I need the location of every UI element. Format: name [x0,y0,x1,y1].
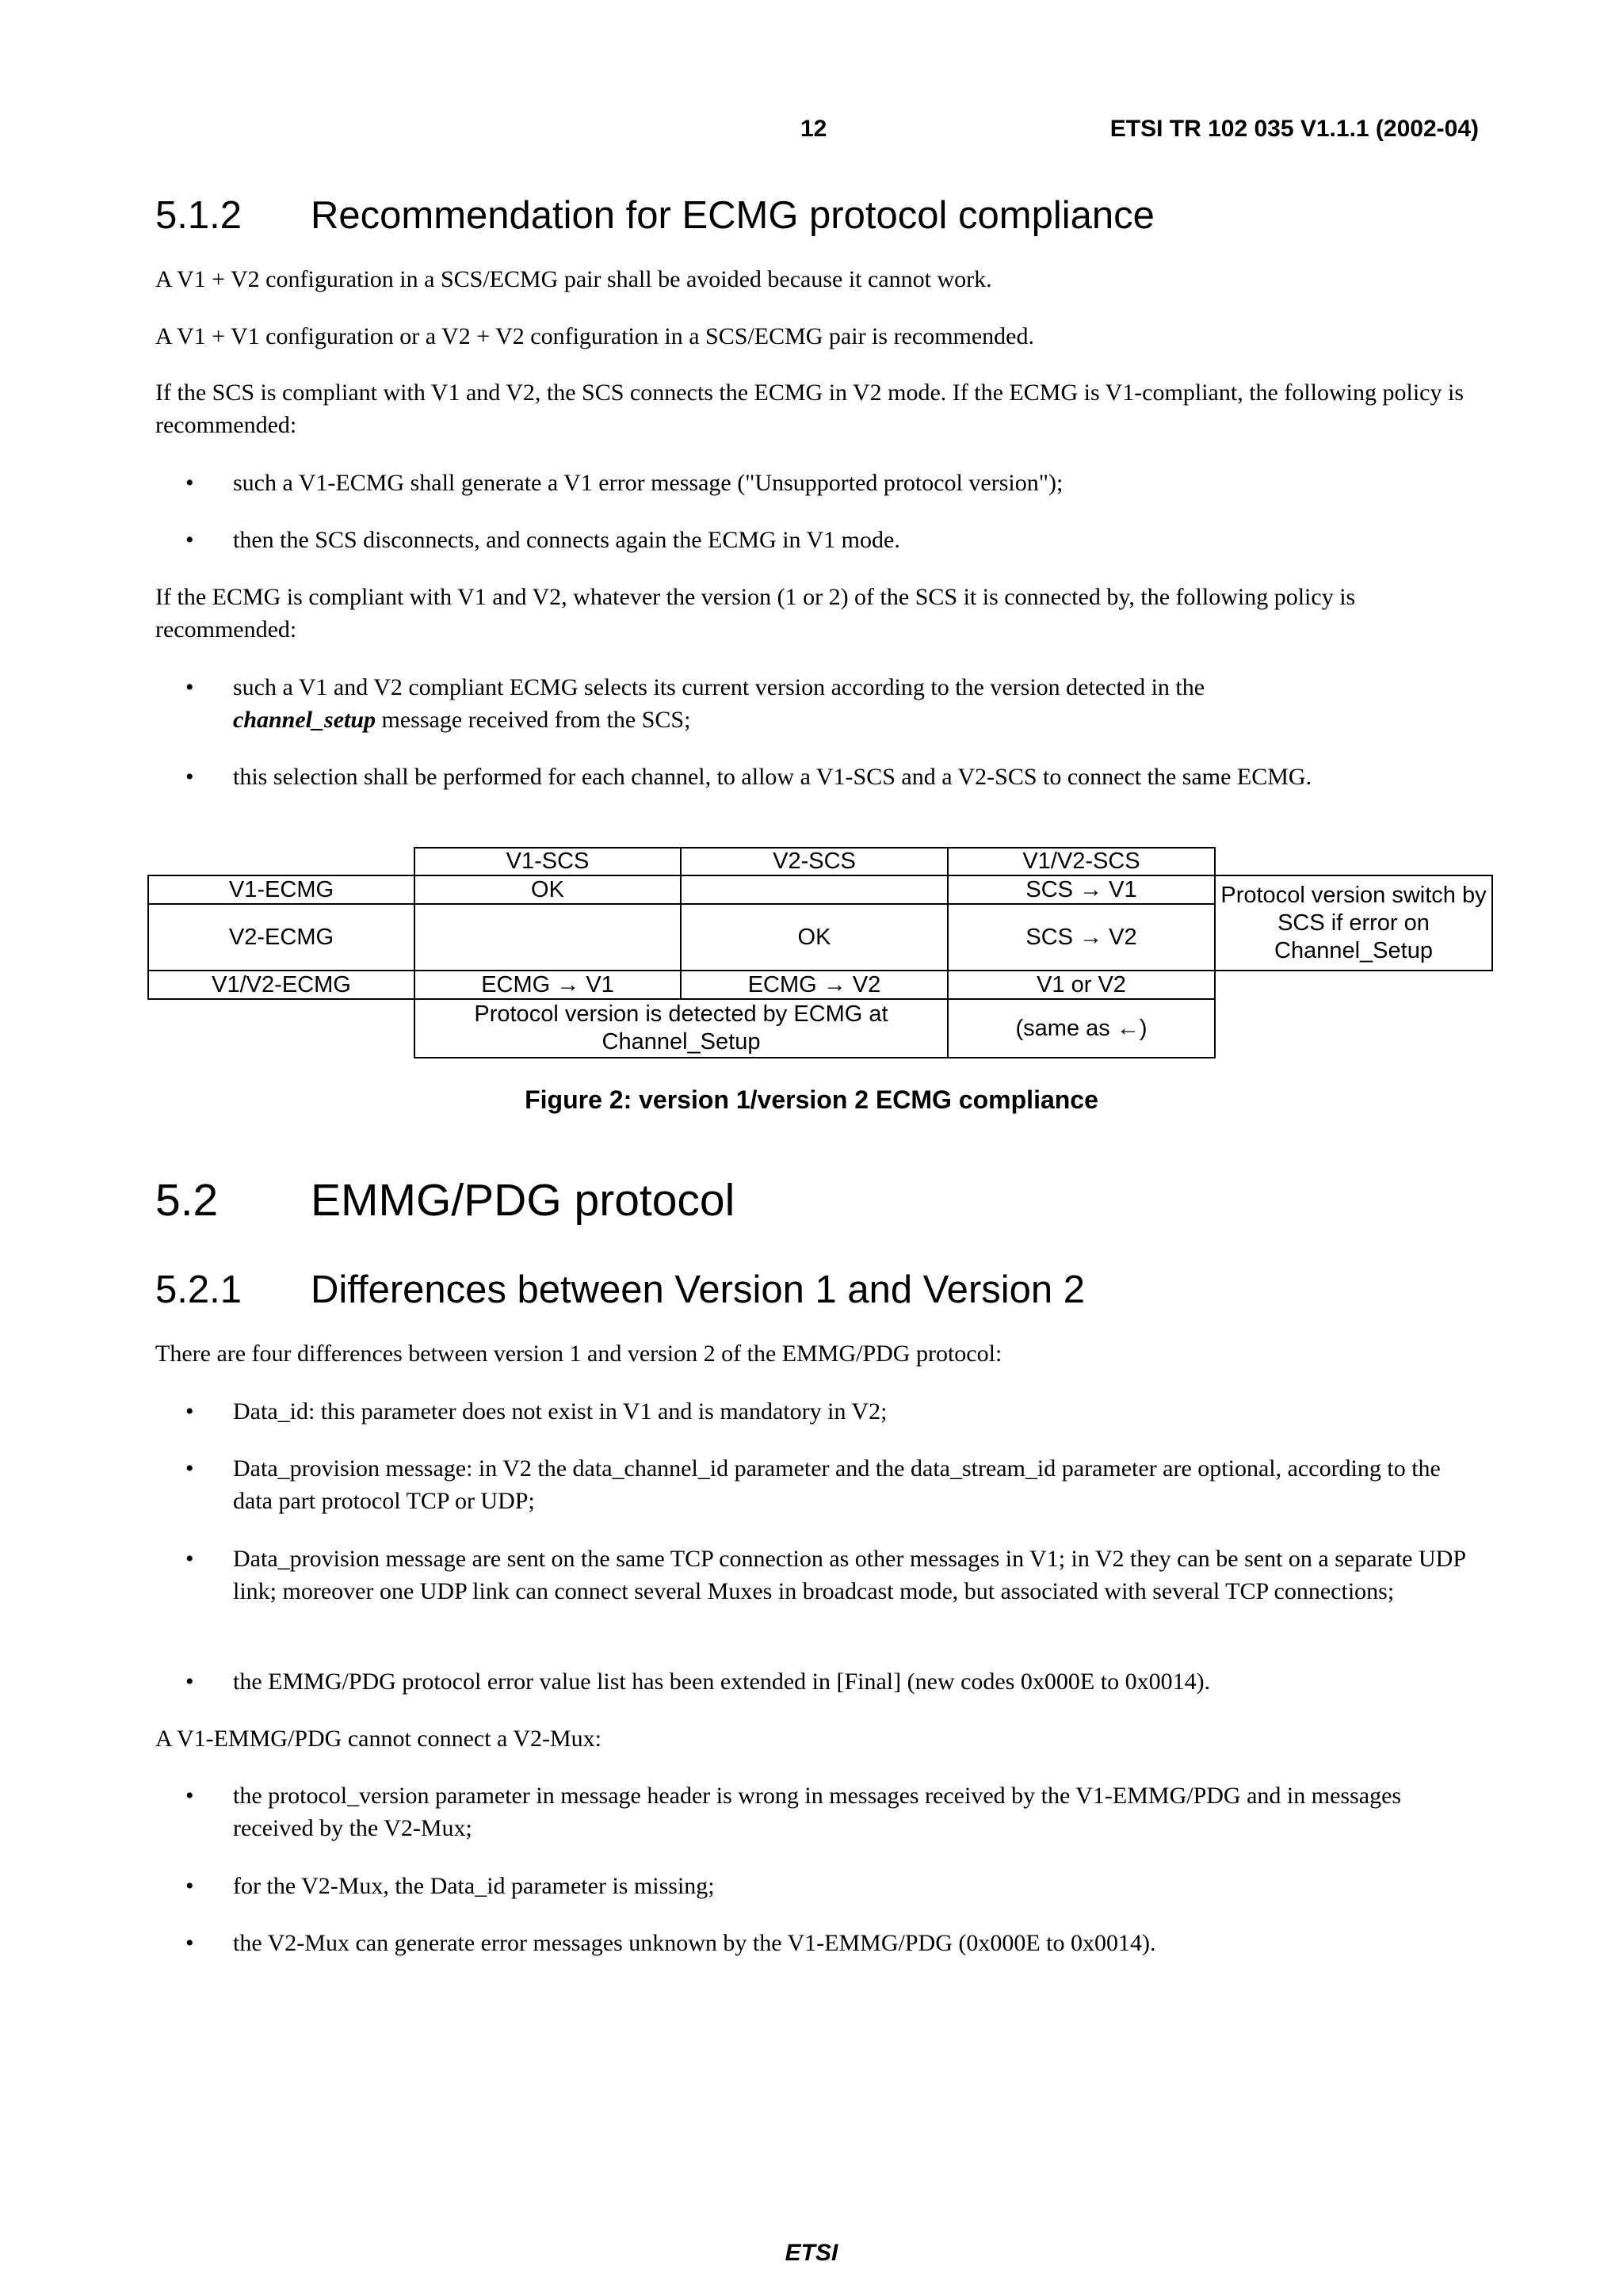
col-header-v1v2-scs: V1/V2-SCS [947,847,1216,876]
bullet-icon: • [185,1455,194,1482]
list-item-text: the EMMG/PDG protocol error value list has been extended in [Final] (new codes 0x000E to 0x0014). [233,1669,1211,1695]
bottom-note-cell: Protocol version is detected by ECMG at Channel_Setup [414,998,949,1058]
paragraph: A V1 + V1 configuration or a V2 + V2 configuration in a SCS/ECMG pair is recommended. [155,323,1034,349]
section-number: 5.2 [155,1175,219,1226]
paragraph: If the SCS is compliant with V1 and V2, the SCS connects the ECMG in V2 mode. If the ECMG is V1-compliant, the following policy is recommended: [155,379,1465,438]
list-item-text: Data_provision message are sent on the same TCP connection as other messages in V1; in V2 they can be sent on a separate UDP link; moreover one UDP link can connect several Muxes in broadcast mode, but associated with several TCP connections; [233,1546,1465,1604]
footer-etsi-label: ETSI [785,2240,838,2266]
section-number: 5.1.2 [155,194,242,237]
list-item-text: such a V1-ECMG shall generate a V1 error message ("Unsupported protocol version"); [233,470,1064,496]
paragraph: If the ECMG is compliant with V1 and V2, whatever the version (1 or 2) of the SCS it is connected by, the following policy is recommended: [155,584,1356,643]
table-cell [414,903,682,971]
bullet-icon: • [185,470,194,496]
side-note-cell: Protocol version switch by SCS if error on Channel_Setup [1214,875,1493,971]
table-cell: ECMG → V1 [414,970,682,1000]
paragraph: There are four differences between version 1 and version 2 of the EMMG/PDG protocol: [155,1341,1002,1367]
list-item-text-start: such a V1 and V2 compliant ECMG selects its current version according to the version detected in the [233,674,1205,700]
list-item-text [233,671,1485,736]
paragraph: A V1-EMMG/PDG cannot connect a V2-Mux: [155,1726,601,1752]
bullet-icon: • [185,1930,194,1956]
col-header-v2-scs: V2-SCS [680,847,949,876]
paragraph: A V1 + V2 configuration in a SCS/ECMG pair shall be avoided because it cannot work. [155,266,992,292]
bullet-icon: • [185,1669,194,1695]
bullet-icon: • [185,1783,194,1809]
table-cell: V1 or V2 [947,970,1216,1000]
table-cell: OK [414,875,682,905]
page-header [0,116,1623,147]
list-item-text: the V2-Mux can generate error messages unknown by the V1-EMMG/PDG (0x000E to 0x0014). [233,1930,1156,1956]
section-title: Differences between Version 1 and Version 2 [311,1268,1086,1311]
figure-caption: Figure 2: version 1/version 2 ECMG compliance [525,1085,1098,1114]
section-number: 5.2.1 [155,1268,242,1311]
bullet-icon: • [185,1398,194,1425]
bullet-icon: • [185,1873,194,1899]
bullet-icon: • [185,764,194,790]
list-item-text: Data_id: this parameter does not exist in V1 and is mandatory in V2; [233,1398,888,1425]
table-cell: OK [680,903,949,971]
table-cell: SCS → V2 [947,903,1216,971]
table-cell [680,875,949,905]
page-number: 12 [800,116,827,142]
document-id: ETSI TR 102 035 V1.1.1 (2002-04) [1109,116,1479,142]
list-item-text: for the V2-Mux, the Data_id parameter is missing; [233,1873,715,1899]
row-header-v2-ecmg: V2-ECMG [147,903,415,971]
section-title: EMMG/PDG protocol [311,1175,735,1226]
list-item-text: then the SCS disconnects, and connects again the ECMG in V1 mode. [233,527,900,553]
bullet-icon: • [185,674,194,700]
list-item-text: the protocol_version parameter in message header is wrong in messages received by the V1-EMMG/PDG and in messages received by the V2-Mux; [233,1783,1402,1841]
table-cell: SCS → V1 [947,875,1216,905]
list-item-text: this selection shall be performed for each channel, to allow a V1-SCS and a V2-SCS to connect the same ECMG. [233,764,1312,790]
bullet-icon: • [185,527,194,553]
col-header-v1-scs: V1-SCS [414,847,682,876]
bottom-same-cell: (same as ←) [947,998,1216,1058]
emphasized-term: channel_setup [233,707,376,733]
list-item-text-end: message received from the SCS; [376,707,691,733]
section-title: Recommendation for ECMG protocol compliance [311,194,1155,237]
row-header-v1v2-ecmg: V1/V2-ECMG [147,970,415,1000]
bullet-icon: • [185,1546,194,1572]
row-header-v1-ecmg: V1-ECMG [147,875,415,905]
table-cell: ECMG → V2 [680,970,949,1000]
list-item-text: Data_provision message: in V2 the data_channel_id parameter and the data_stream_id parameter are optional, according to the data part protocol TCP or UDP; [233,1455,1441,1514]
